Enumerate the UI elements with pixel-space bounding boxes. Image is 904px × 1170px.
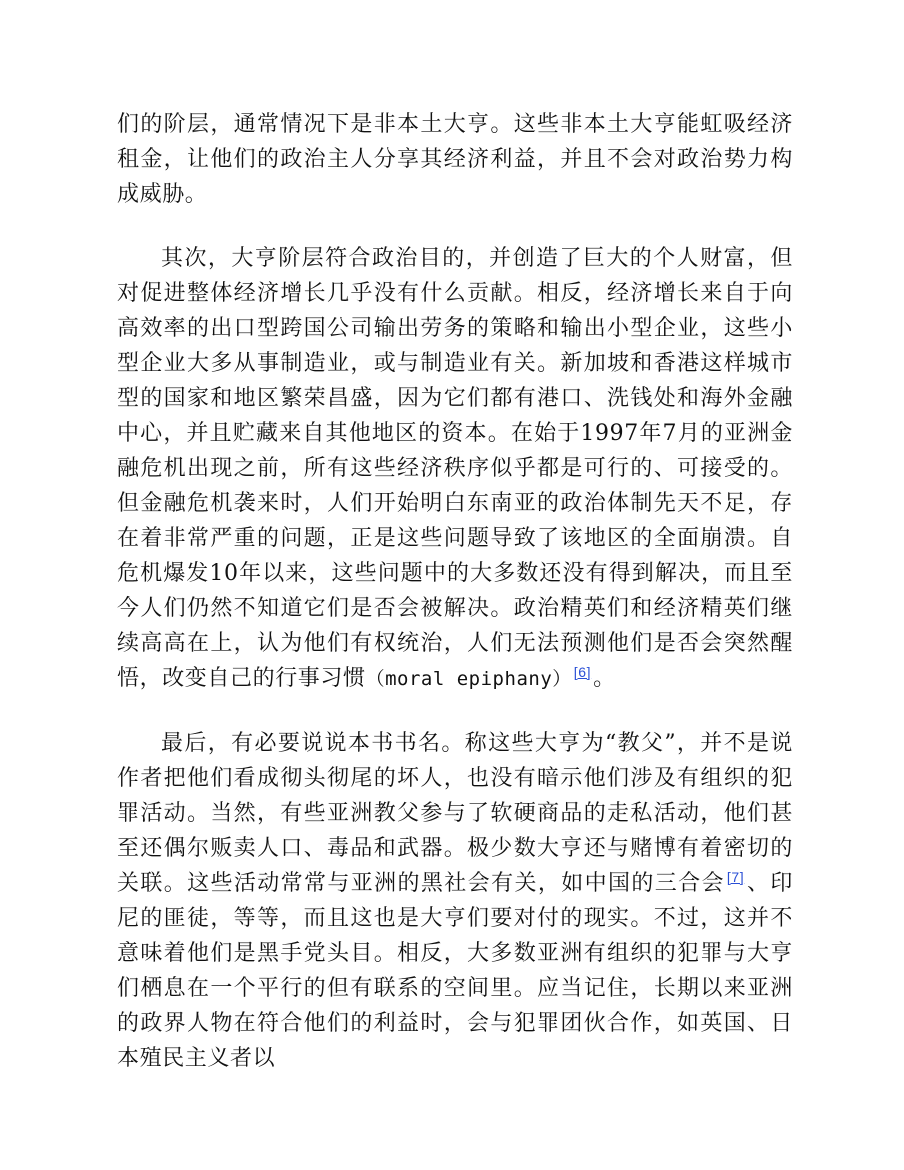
paragraph-text: 们的阶层，通常情况下是非本土大亨。这些非本土大亨能虹吸经济租金，让他们的政治主人分享其经济利益，并且不会对政治势力构成威胁。 — [117, 112, 793, 207]
latin-phrase: （moral epiphany） — [365, 668, 572, 690]
footnote-link[interactable]: [7] — [726, 869, 745, 885]
paragraph-text: 其次，大亨阶层符合政治目的，并创造了巨大的个人财富，但对促进整体经济增长几乎没有什么贡献。相反，经济增长来自于向高效率的出口型跨国公司输出劳务的策略和输出小型企业，这些小型企业大多从事制造业，或与制造业有关。新加坡和香港这样城市型的国家和地区繁荣昌盛，因为它们都有港口、洗钱处和海外金融中心，并且贮藏来自其他地区的资本。在始于1997年7月的亚洲金融危机出现之前，所有这些经济秩序似乎都是可行的、可接受的。但金融危机袭来时，人们开始明白东南亚的政治体制先天不足，存在着非常严重的问题，正是这些问题导致了该地区的全面崩溃。自危机爆发10年以来，这些问题中的大多数还没有得到解决，而且至今人们仍然不知道它们是否会被解决。政治精英们和经济精英们继续高高在上，认为他们有权统治，人们无法预测他们是否会突然醒悟，改变自己的行事习惯 — [117, 246, 793, 691]
footnote-link[interactable]: [6] — [573, 664, 592, 680]
body-paragraph — [117, 241, 793, 697]
body-paragraph — [117, 726, 793, 1076]
paragraph-text: 。 — [593, 666, 616, 691]
body-paragraph — [117, 107, 793, 212]
paragraph-text: 最后，有必要说说本书书名。称这些大亨为“教父”，并不是说作者把他们看成彻头彻尾的坏人，也没有暗示他们涉及有组织的犯罪活动。当然，有些亚洲教父参与了软硬商品的走私活动，他们甚至还偶尔贩卖人口、毒品和武器。极少数大亨还与赌博有着密切的关联。这些活动常常与亚洲的黑社会有关，如中国的三合会 — [117, 731, 793, 896]
document-page — [117, 107, 793, 1105]
paragraph-text: 、印尼的匪徒，等等，而且这也是大亨们要对付的现实。不过，这并不意味着他们是黑手党头目。相反，大多数亚洲有组织的犯罪与大亨们栖息在一个平行的但有联系的空间里。应当记住，长期以来亚洲的政界人物在符合他们的利益时，会与犯罪团伙合作，如英国、日本殖民主义者以 — [117, 871, 793, 1071]
